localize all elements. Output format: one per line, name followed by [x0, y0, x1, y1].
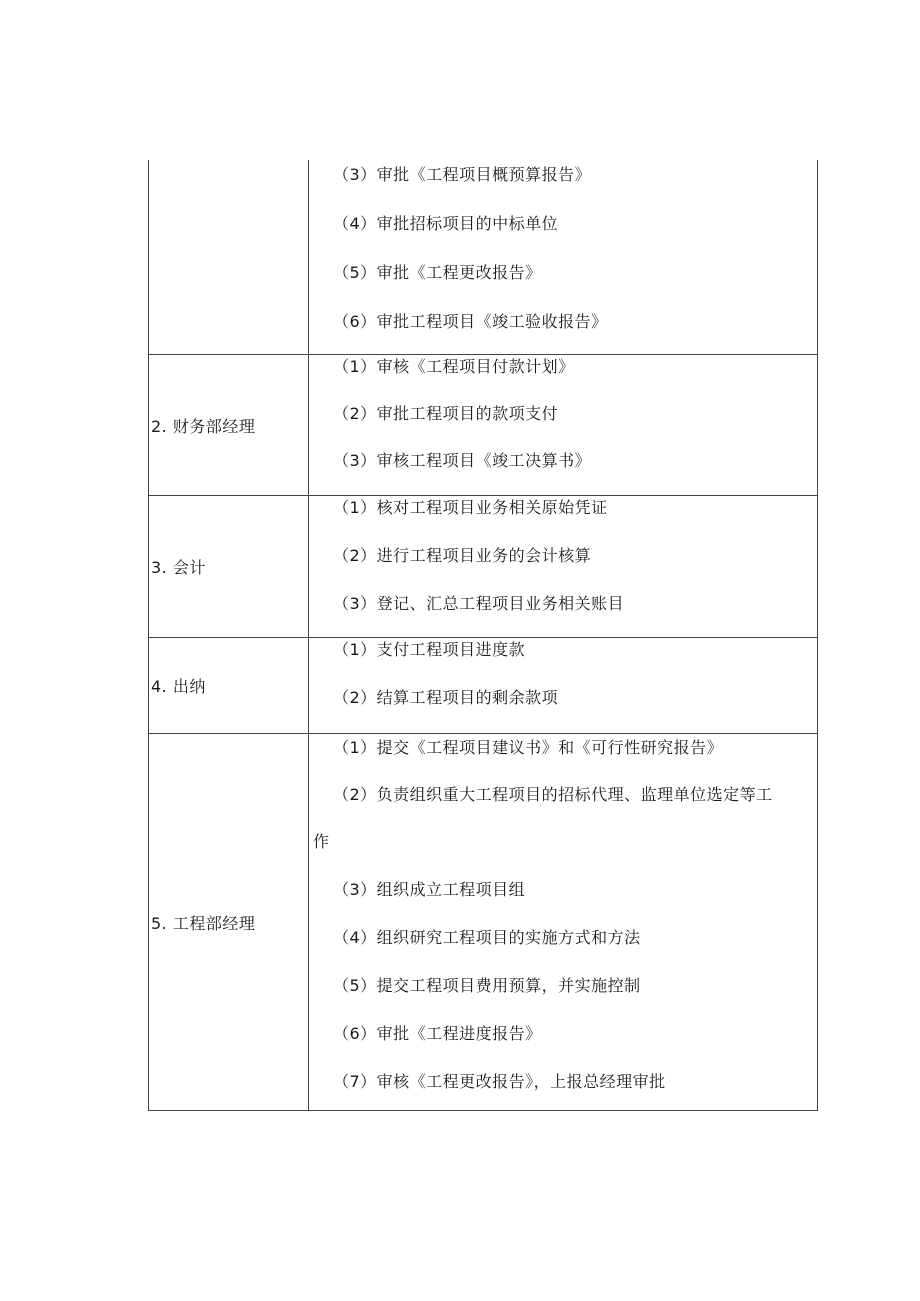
duty-item: （3）审核工程项目《竣工决算书》 [333, 451, 592, 470]
role-cell: 2. 财务部经理 [149, 355, 309, 495]
table-row [148, 734, 818, 1111]
role-cell: 3. 会计 [149, 496, 309, 637]
duty-item: （3）登记、汇总工程项目业务相关账目 [333, 594, 625, 613]
duty-item: （2）审批工程项目的款项支付 [333, 404, 559, 423]
table-row [148, 355, 818, 496]
table-row [148, 496, 818, 638]
duty-item: （4）审批招标项目的中标单位 [333, 214, 559, 233]
duty-item: （1）提交《工程项目建议书》和《可行性研究报告》 [333, 738, 724, 757]
role-cell: 4. 出纳 [149, 638, 309, 733]
duty-cell [309, 496, 817, 637]
duty-cell [309, 160, 817, 354]
duty-item: （5）审批《工程更改报告》 [333, 263, 542, 282]
duty-item: （2）负责组织重大工程项目的招标代理、监理单位选定等工 [333, 785, 773, 804]
duty-item: （6）审批《工程进度报告》 [333, 1024, 542, 1043]
duty-item: （7）审核《工程更改报告》，上报总经理审批 [333, 1072, 666, 1091]
duty-cell [309, 638, 817, 733]
table-row [148, 638, 818, 734]
duty-item: （4）组织研究工程项目的实施方式和方法 [333, 928, 641, 947]
duty-cell [309, 734, 817, 1110]
duty-item: （2）结算工程项目的剩余款项 [333, 688, 559, 707]
duty-cell [309, 355, 817, 495]
duty-item: （5）提交工程项目费用预算，并实施控制 [333, 976, 641, 995]
duty-item: （3）审批《工程项目概预算报告》 [333, 165, 592, 184]
duty-item: （3）组织成立工程项目组 [333, 880, 526, 899]
duty-item: （1）核对工程项目业务相关原始凭证 [333, 498, 608, 517]
duty-item: （1）支付工程项目进度款 [333, 640, 526, 659]
duty-item: （2）进行工程项目业务的会计核算 [333, 546, 592, 565]
role-cell [149, 160, 309, 354]
duty-item: （6）审批工程项目《竣工验收报告》 [333, 312, 608, 331]
responsibility-table [148, 160, 818, 1111]
role-cell: 5. 工程部经理 [149, 734, 309, 1110]
duty-item: （1）审核《工程项目付款计划》 [333, 357, 575, 376]
table-row [148, 160, 818, 355]
duty-item: 作 [313, 832, 330, 851]
